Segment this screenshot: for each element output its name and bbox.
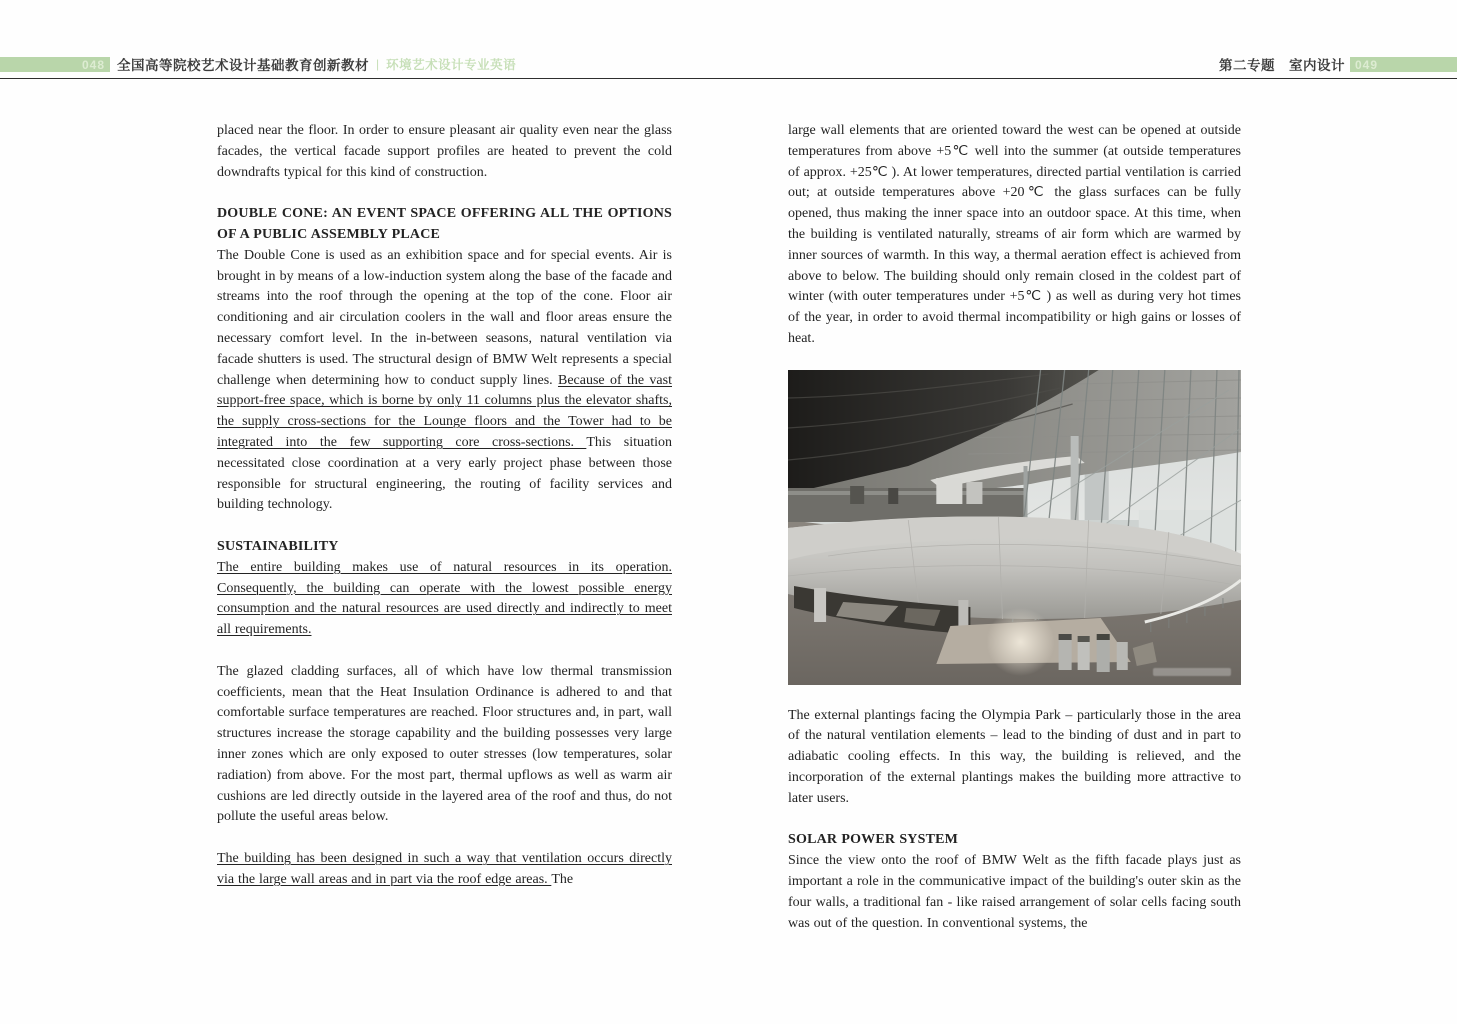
right-running-head <box>1219 52 1345 76</box>
bmw-welt-photo <box>788 370 1241 685</box>
bmw-welt-photo-graphic <box>788 370 1241 685</box>
running-head-separator: | <box>376 57 380 71</box>
paragraph: placed near the floor. In order to ensure pleasant air quality even near the glass facades, the vertical facade support profiles are heated to prevent the cold downdrafts typical for this kind of construction. <box>217 123 672 180</box>
right-text-column <box>788 121 1241 934</box>
topic-title: 室内设计 <box>1289 58 1345 73</box>
paragraph: large wall elements that are oriented toward the west can be opened at outside temperatures from above +5℃ well into the summer (at outside temperatures of approx. +25℃ ). At lower temperatures, directed partial ventilation is carried out; at outside temperatures above +20℃ the glass surfaces can be fully opened, thus making the inner space into an outdoor space. At this time, when the building is ventilated naturally, streams of air form which are warmed by inner sources of warmth. In this way, a thermal aeration effect is achieved from above to below. The building should only remain closed in the coldest part of winter (with outer temperatures under +5℃ ) as well as during very hot times of the year, in order to avoid thermal incompatibility or high gains or losses of heat. <box>788 123 1241 346</box>
section-title: 第二专题 <box>1219 58 1275 73</box>
left-running-head <box>117 52 516 76</box>
heading-double-cone: DOUBLE CONE: AN EVENT SPACE OFFERING ALL THE OPTIONS OF A PUBLIC ASSEMBLY PLACE <box>217 206 672 242</box>
left-text-column <box>217 121 672 890</box>
paragraph: The glazed cladding surfaces, all of which have low thermal transmission coefficients, mean that the Heat Insulation Ordinance is adhered to and that comfortable surface temperatures are reached. Floor structures and, in part, wall structures increase the storage capability and the building possesses very large inner zones which are only exposed to outer stresses (low temperatures, solar radiation) from above. For the most part, thermal upflows as well as warm air cushions are led directly outside in the layered area of the roof and thus, do not pollute the useful areas below. <box>217 663 672 825</box>
left-page-number-bar <box>0 57 110 72</box>
heading-solar-power-system: SOLAR POWER SYSTEM <box>788 832 959 848</box>
header-rule <box>0 78 1457 79</box>
heading-sustainability: SUSTAINABILITY <box>217 538 339 554</box>
paragraph: The Double Cone is used as an exhibition space and for special events. Air is brought in by means of a low-induction system along the base of the facade and streams into the roof through the opening at the top of the cone. Floor air conditioning and air circulation coolers in the wall and floor areas ensure the necessary comfort level. In the in-between seasons, natural ventilation via facade shutters is used. The structural design of BMW Welt represents a special challenge when determining how to conduct supply lines. Because of the vast support-free space, which is borne by only 11 columns plus the elevator shafts, the supply cross-sections for the Lounge floors and the Tower had to be integrated into the few supporting core cross-sections. This situation necessitated close coordination at a very early project phase between those responsible for structural engineering, the routing of facility services and building technology. <box>217 247 672 513</box>
paragraph: The entire building makes use of natural resources in its operation. Consequently, the building can operate with the lowest possible energy consumption and the natural resources are used directly and indirectly to meet all requirements. <box>217 559 672 638</box>
right-page-number: 049 <box>1355 57 1379 72</box>
left-page-number: 048 <box>81 57 105 72</box>
book-subtitle: 环境艺术设计专业英语 <box>386 58 517 72</box>
paragraph: The building has been designed in such a way that ventilation occurs directly via the large wall areas and in part via the roof edge areas. The <box>217 850 672 887</box>
right-page-number-bar <box>1350 57 1457 72</box>
series-title: 全国高等院校艺术设计基础教育创新教材 <box>117 58 369 73</box>
paragraph: Since the view onto the roof of BMW Welt as the fifth facade plays just as important a role in the communicative impact of the building's outer skin as the four walls, a traditional fan - like raised arrangement of solar cells facing south was out of the question. In conventional systems, the <box>788 853 1241 931</box>
paragraph: The external plantings facing the Olympia Park – particularly those in the area of the natural ventilation elements – lead to the binding of dust and in part to adiabatic cooling effects. In this way, the building is relieved, and the incorporation of the external plantings makes the building more attractive to later users. <box>788 707 1241 806</box>
photo-watermark <box>1153 668 1231 676</box>
